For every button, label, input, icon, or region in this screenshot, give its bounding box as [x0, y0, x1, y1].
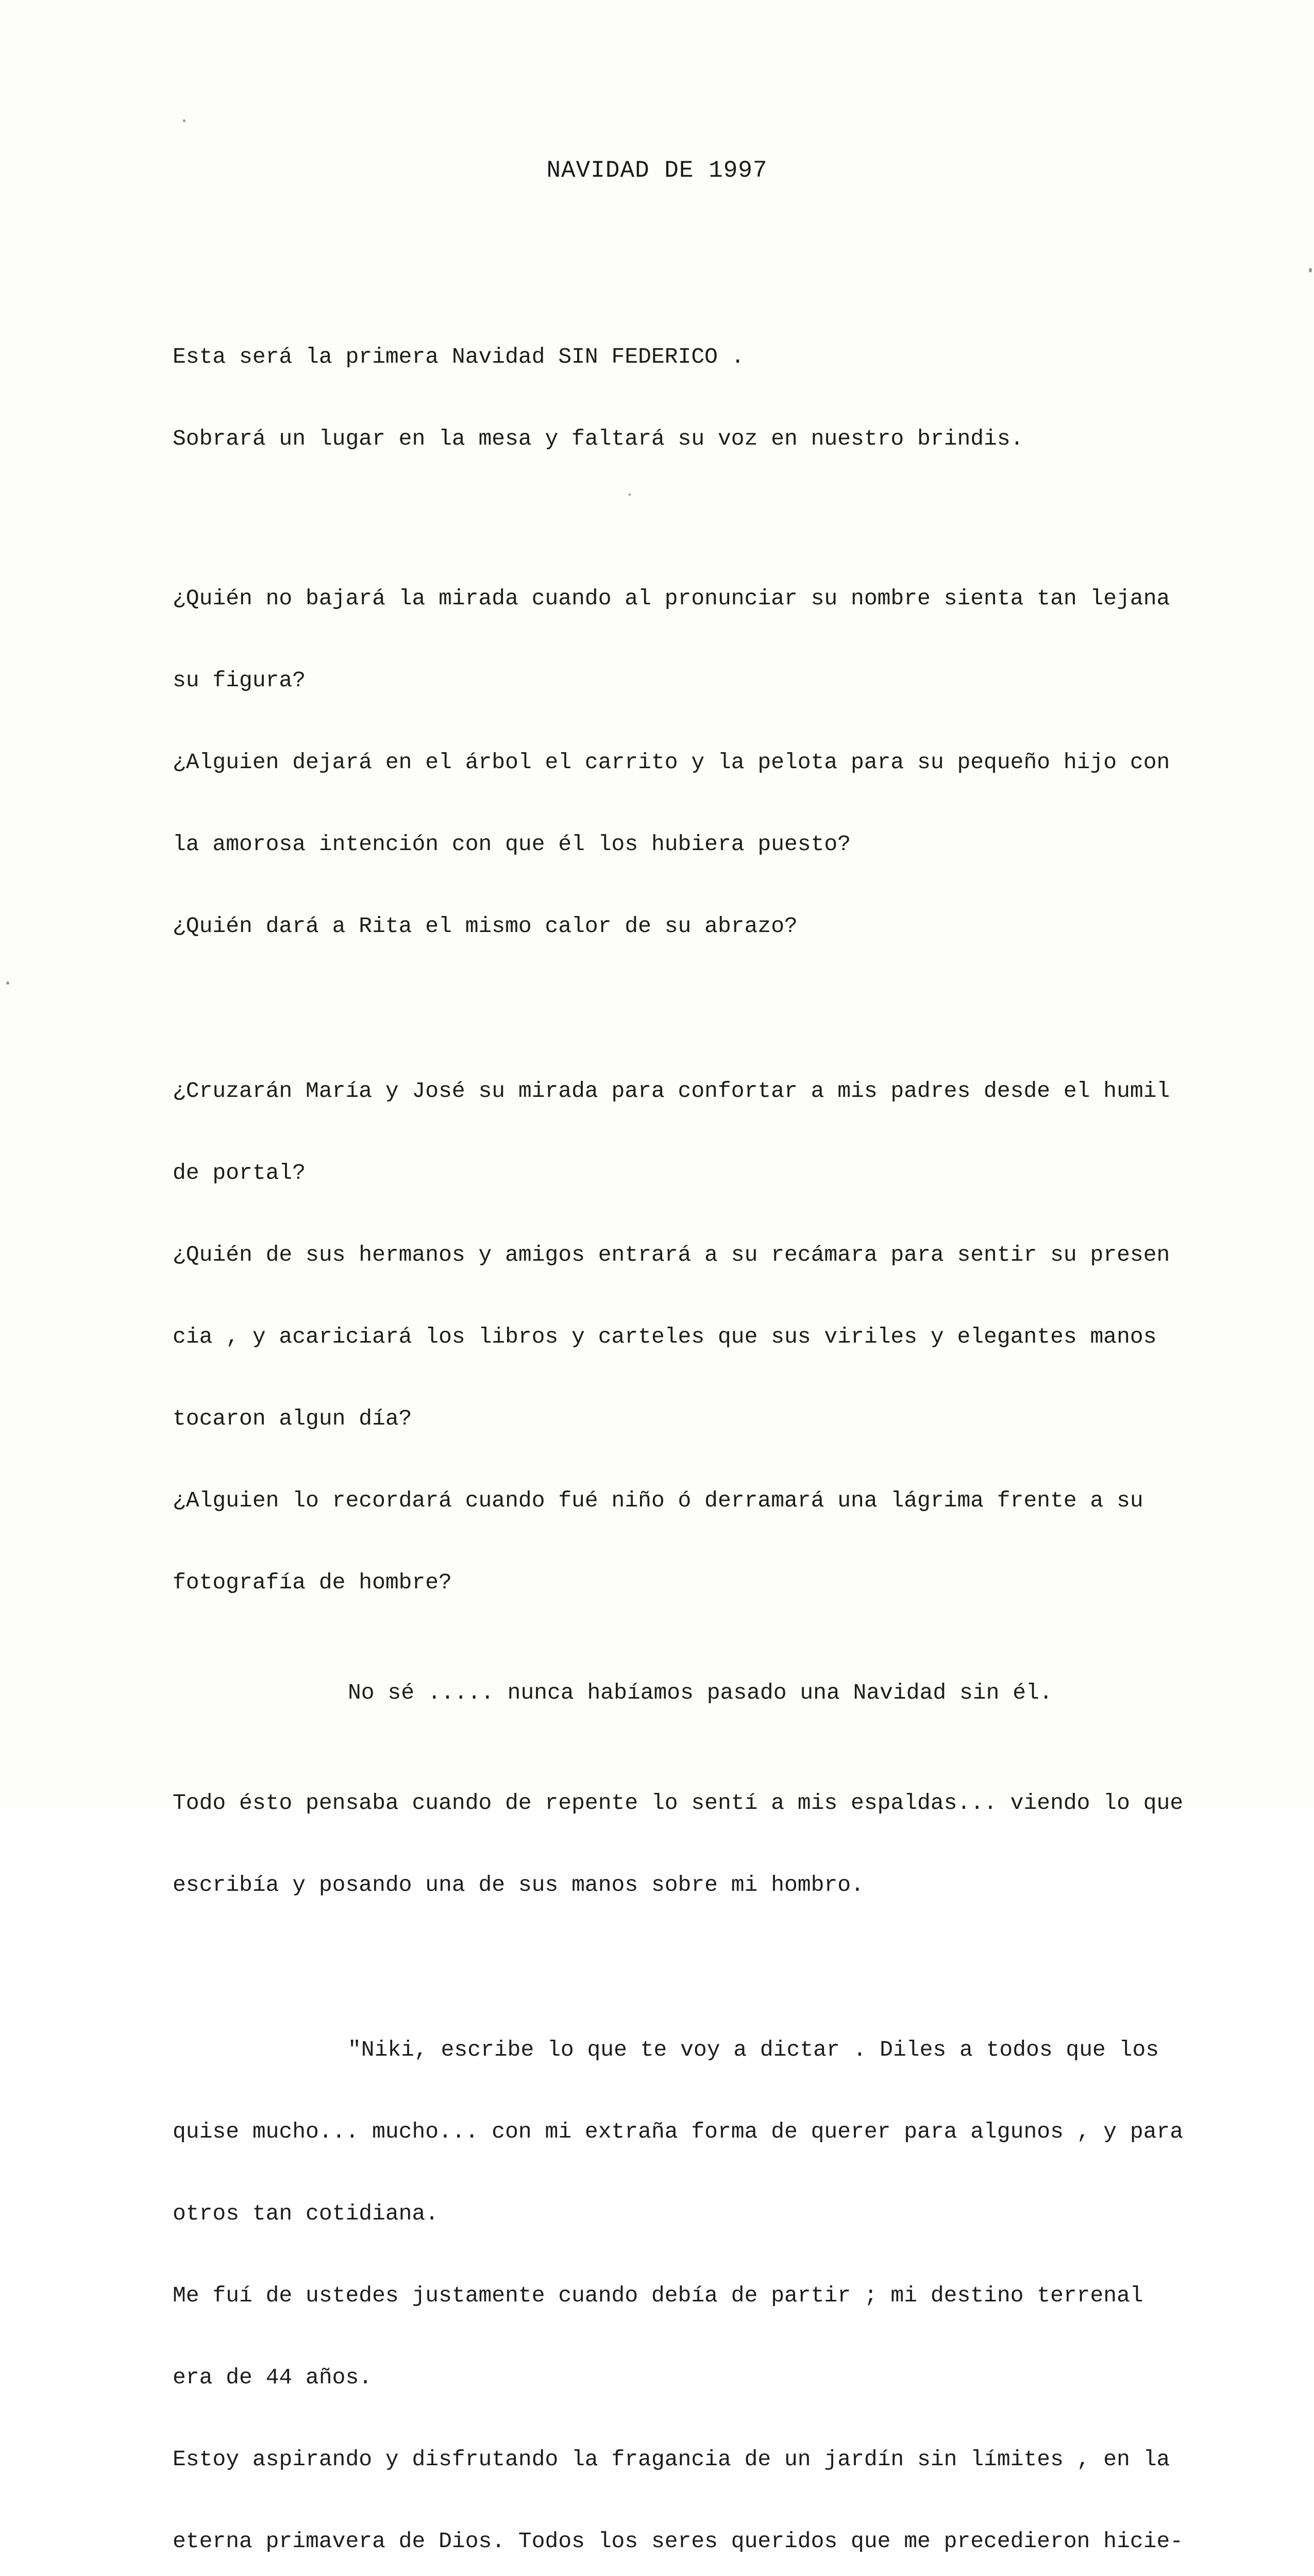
scan-speck — [183, 120, 186, 122]
scan-speck — [629, 494, 631, 496]
text-line: ¿Quién dará a Rita el mismo calor de su abrazo? — [173, 913, 798, 939]
paragraph-dictation — [173, 1981, 1224, 2576]
centered-line: No sé ..... nunca habíamos pasado una Navidad sin él. — [348, 1680, 1053, 1705]
paragraph-reflection — [173, 1735, 1224, 1953]
text-line: Me fuí de ustedes justamente cuando debía de partir ; mi destino terrenal — [173, 2283, 1143, 2308]
text-line: ¿Cruzarán María y José su mirada para confortar a mis padres desde el humil — [173, 1078, 1170, 1104]
text-line: ¿Alguien dejará en el árbol el carrito y la pelota para su pequeño hijo con — [173, 750, 1170, 775]
paragraph-questions-2 — [173, 1023, 1224, 1651]
text-line: escribía y posando una de sus manos sobre mi hombro. — [173, 1872, 864, 1897]
text-line: era de 44 años. — [173, 2365, 373, 2390]
text-line: otros tan cotidiana. — [173, 2201, 439, 2226]
text-line: Estoy aspirando y disfrutando la fragancia de un jardín sin límites , en la — [173, 2447, 1170, 2472]
text-line: Sobrará un lugar en la mesa y faltará su voz en nuestro brindis. — [173, 426, 1024, 451]
text-line: su figura? — [173, 668, 306, 693]
text-line: eterna primavera de Dios. Todos los seres queridos que me precedieron hicie- — [173, 2529, 1184, 2554]
document-body — [173, 289, 1224, 2576]
text-line: ¿Quién no bajará la mirada cuando al pronunciar su nombre sienta tan lejana — [173, 586, 1170, 611]
text-line: Todo ésto pensaba cuando de repente lo sentí a mis espaldas... viendo lo que — [173, 1790, 1184, 1816]
scan-speck — [6, 981, 9, 985]
paragraph-questions-1 — [173, 530, 1224, 994]
text-line: de portal? — [173, 1160, 306, 1185]
paragraph-intro — [173, 289, 1224, 507]
scan-speck — [1309, 268, 1312, 273]
document-title: NAVIDAD DE 1997 — [546, 157, 768, 184]
text-line: ¿Alguien lo recordará cuando fué niño ó derramará una lágrima frente a su — [173, 1488, 1143, 1513]
text-line: tocaron algun día? — [173, 1406, 412, 1431]
text-line: la amorosa intención con que él los hubiera puesto? — [173, 832, 851, 857]
text-line: quise mucho... mucho... con mi extraña forma de querer para algunos , y para — [173, 2119, 1184, 2144]
text-line: ¿Quién de sus hermanos y amigos entrará a su recámara para sentir su presen — [173, 1242, 1170, 1267]
text-line: fotografía de hombre? — [173, 1570, 452, 1595]
text-line: Esta será la primera Navidad SIN FEDERICO . — [173, 344, 745, 369]
text-line: "Niki, escribe lo que te voy a dictar . Diles a todos que los — [348, 2037, 1159, 2062]
text-line: cia , y acariciará los libros y carteles que sus viriles y elegantes manos — [173, 1324, 1157, 1349]
